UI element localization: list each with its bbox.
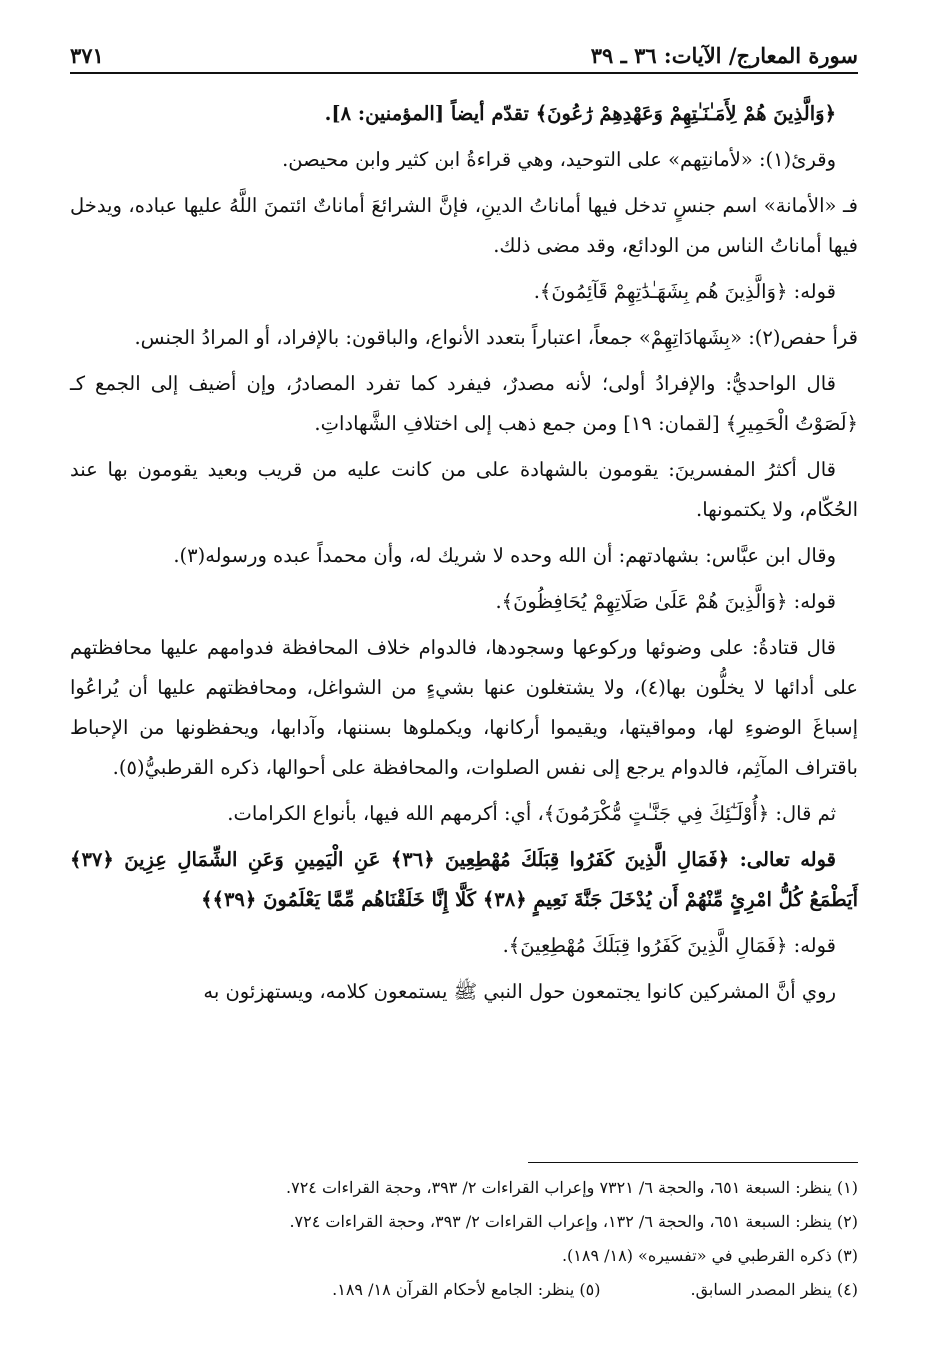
main-text bbox=[70, 94, 858, 1012]
paragraph: قوله: ﴿فَمَالِ الَّذِينَ كَفَرُوا قِبَلَكَ مُهْطِعِينَ﴾. bbox=[502, 934, 836, 957]
footnote: (٢) ينظر: السبعة ٦٥١، والحجة ٦/ ١٣٢، وإعراب القراءات ٢/ ٣٩٣، وحجة القراءات ٧٢٤. bbox=[289, 1212, 858, 1231]
paragraph: قال قتادةُ: على وضوئها وركوعها وسجودها، فالدوام خلاف المحافظة فدوامهم عليها محافظتهم على أدائها لا يخلُّون بها(٤)، ولا يشتغلون عنها بشيءٍ من الشواغل، ومحافظتهم عليها أن يُراعُوا إسباغَ الوضوءِ لها، ومواقيتها، ويقيموا أركانها، ويكملوها بسننها، وآدابها، ويحفظونها من الإحباط باقتراف المآثِم، فالدوام يرجع إلى نفس الصلوات، والمحافظة على أحوالها، ذكره القرطبيُّ(٥). bbox=[70, 636, 858, 779]
paragraph: قوله تعالى: ﴿فَمَالِ الَّذِينَ كَفَرُوا قِبَلَكَ مُهْطِعِينَ ﴿٣٦﴾ عَنِ الْيَمِينِ وَعَنِ الشِّمَالِ عِزِينَ ﴿٣٧﴾ أَيَطْمَعُ كُلُّ امْرِئٍ مِّنْهُمْ أَن يُدْخَلَ جَنَّةَ نَعِيمٍ ﴿٣٨﴾ كَلَّا إِنَّا خَلَقْنَاهُم مِّمَّا يَعْلَمُونَ ﴿٣٩﴾﴾ bbox=[70, 848, 858, 911]
footnote-divider bbox=[528, 1162, 858, 1163]
running-title: سورة المعارج/ الآيات: ٣٦ ـ ٣٩ bbox=[590, 43, 858, 68]
footnote: (٤) ينظر المصدر السابق. bbox=[690, 1280, 858, 1299]
paragraph: ثم قال: ﴿أُوْلَـٰٓئِكَ فِي جَنَّـٰتٍ مُّكْرَمُونَ﴾، أي: أكرمهم الله فيها، بأنواع الكرامات. bbox=[227, 802, 836, 825]
paragraph: قال الواحديُّ: والإفرادُ أولى؛ لأنه مصدرٌ، فيفرد كما تفرد المصادرُ، وإن أضيف إلى الجمع كـ ﴿لَصَوْتُ الْحَمِيرِ﴾ [لقمان: ١٩] ومن جمع ذهب إلى اختلافِ الشَّهاداتِ. bbox=[70, 372, 858, 435]
footnotes bbox=[70, 1162, 858, 1307]
footnote-row bbox=[70, 1273, 858, 1307]
paragraph: وقال ابن عبَّاس: بشهادتهم: أن الله وحده لا شريك له، وأن محمداً عبده ورسوله(٣). bbox=[173, 544, 836, 567]
paragraph: روي أنَّ المشركين كانوا يجتمعون حول النبي ﷺ يستمعون كلامه، ويستهزئون به bbox=[203, 980, 836, 1003]
paragraph: قرأ حفص(٢): «بِشَهادَاتِهِمْ» جمعاً، اعتباراً بتعدد الأنواع، والباقون: بالإفراد، أو المرادُ الجنس. bbox=[134, 326, 858, 349]
paragraph: قوله: ﴿وَالَّذِينَ هُمْ عَلَىٰ صَلَاتِهِمْ يُحَافِظُونَ﴾. bbox=[495, 590, 836, 613]
book-page bbox=[70, 30, 858, 1347]
page-number: ٣٧١ bbox=[70, 43, 104, 68]
paragraph: قال أكثرُ المفسرينَ: يقومون بالشهادة على من كانت عليه من قريب وبعيد يقومون بها عند الحُكّام، ولا يكتمونها. bbox=[70, 458, 858, 521]
paragraph: فـ «الأمانة» اسم جنسٍ تدخل فيها أماناتُ الدينِ، فإنَّ الشرائعَ أماناتٌ ائتمنَ اللَّهُ عليها عباده، ويدخل فيها أماناتُ الناس من الودائع، وقد مضى ذلك. bbox=[70, 194, 858, 257]
footnote: (١) ينظر: السبعة ٦٥١، والحجة ٦/ ٧٣٢١ وإعراب القراءات ٢/ ٣٩٣، وحجة القراءات ٧٢٤. bbox=[286, 1178, 858, 1197]
page-header bbox=[70, 30, 858, 74]
paragraph: قوله: ﴿وَالَّذِينَ هُم بِشَهَـٰدَٰتِهِمْ قَآئِمُونَ﴾. bbox=[533, 280, 836, 303]
paragraph: ﴿وَالَّذِينَ هُمْ لِأَمَـٰنَـٰتِهِمْ وَعَهْدِهِمْ رَٰعُونَ﴾ تقدّم أيضاً [المؤمنين: ٨]. bbox=[324, 102, 836, 125]
paragraph: وقرئ(١): «لأمانتِهم» على التوحيد، وهي قراءةُ ابن كثير وابن محيصن. bbox=[282, 148, 836, 171]
footnote: (٣) ذكره القرطبي في «تفسيره» (١٨/ ١٨٩). bbox=[561, 1246, 858, 1265]
footnote: (٥) ينظر: الجامع لأحكام القرآن ١٨/ ١٨٩. bbox=[332, 1280, 601, 1299]
